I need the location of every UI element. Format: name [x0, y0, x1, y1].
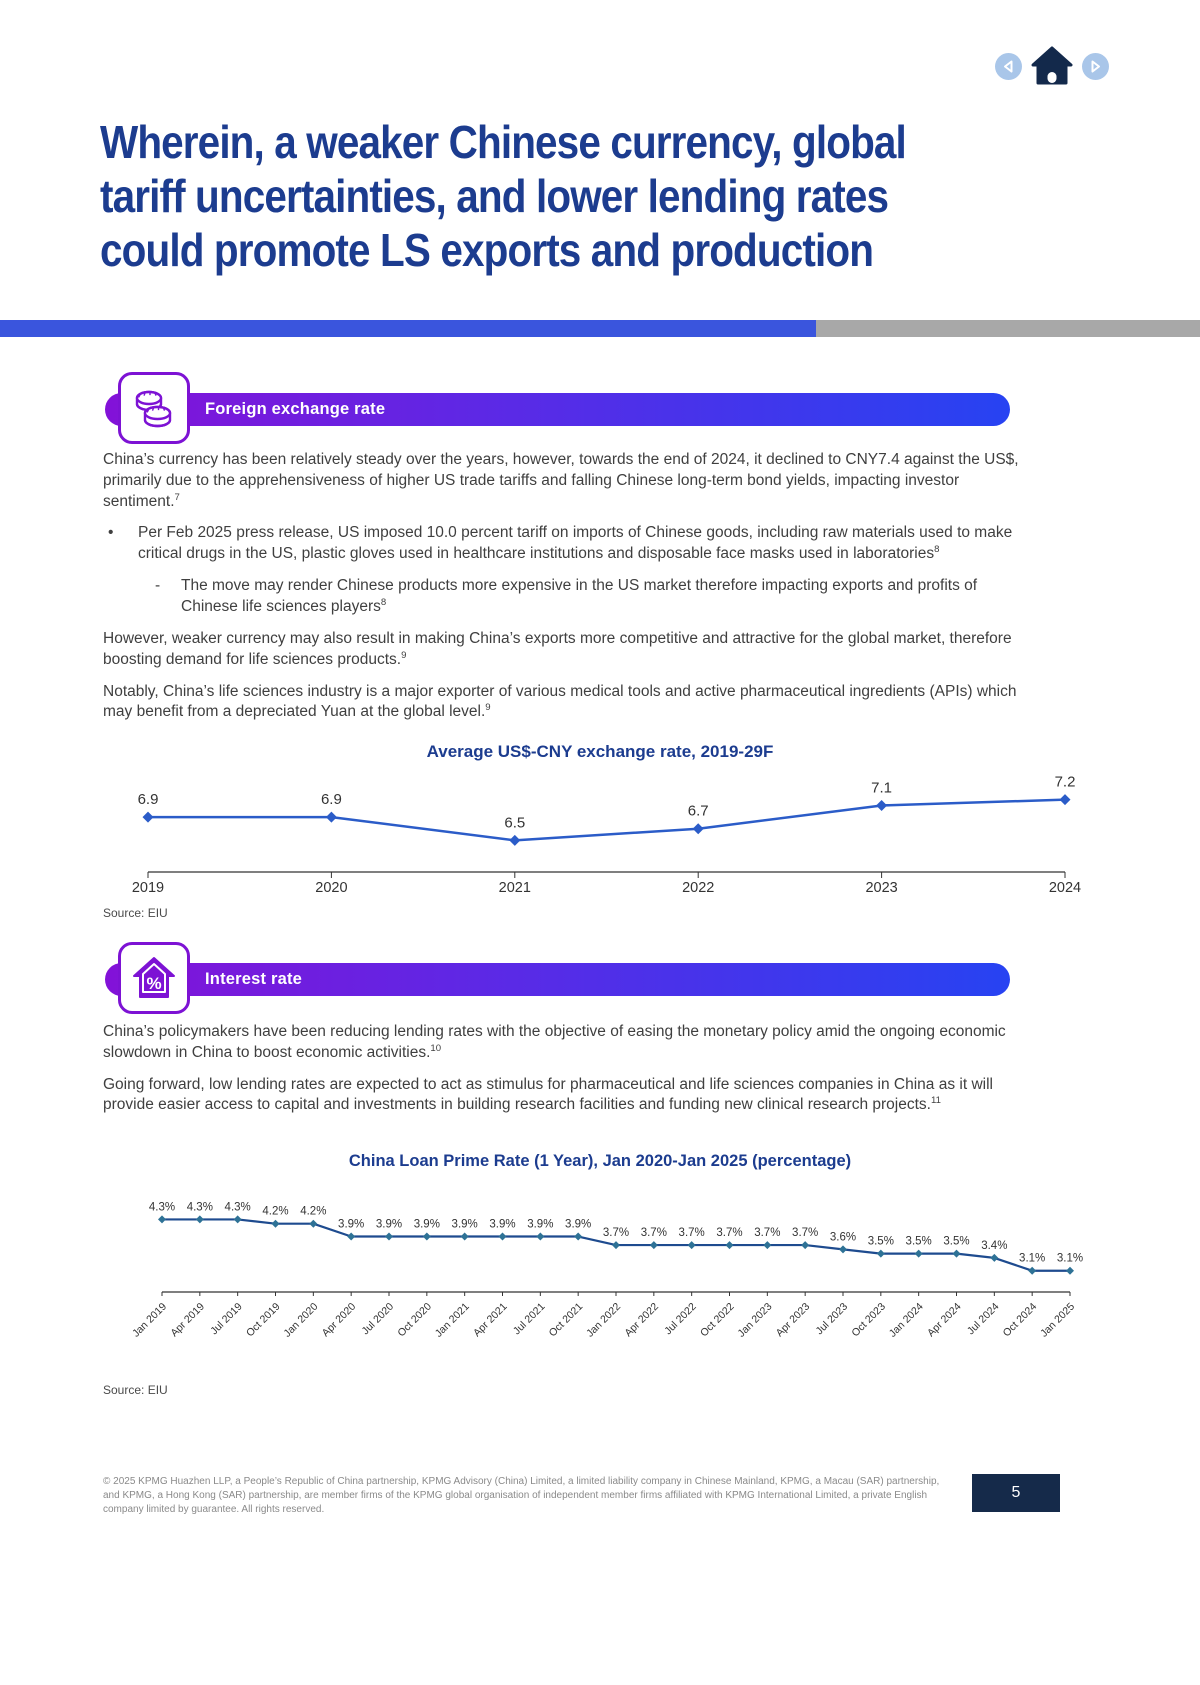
svg-text:Jan 2020: Jan 2020 [281, 1300, 321, 1340]
svg-text:3.9%: 3.9% [338, 1218, 365, 1231]
svg-text:Apr 2019: Apr 2019 [168, 1300, 207, 1340]
svg-text:Jan 2025: Jan 2025 [1038, 1300, 1078, 1340]
page-navigation [995, 46, 1109, 86]
svg-text:Jan 2022: Jan 2022 [584, 1300, 624, 1340]
page-title-line-3: could promote LS exports and production [100, 223, 874, 276]
page-number: 5 [1011, 1484, 1021, 1501]
svg-text:3.6%: 3.6% [829, 1231, 857, 1244]
footnote-ref: 11 [930, 1095, 941, 1107]
divider-bar-accent [0, 320, 816, 337]
ir-paragraph-2: Going forward, low lending rates are expected to act as stimulus for pharmaceutical and life sciences companies in China as it will provide easier access to capital and investments in building research facilities and funding new clinical research projects.$^{11}$ [103, 1075, 993, 1114]
footnote-ref: 10 [430, 1042, 442, 1054]
ir-section-banner [105, 963, 1010, 996]
svg-text:Oct 2024: Oct 2024 [1000, 1300, 1040, 1340]
svg-text:Jan 2024: Jan 2024 [886, 1300, 926, 1340]
house-percent-icon [128, 952, 180, 1004]
footnote-ref: 8 [934, 544, 940, 556]
svg-text:Oct 2023: Oct 2023 [849, 1300, 888, 1340]
svg-text:7.1: 7.1 [871, 779, 893, 797]
svg-text:4.3%: 4.3% [186, 1201, 213, 1214]
next-page-button[interactable] [1082, 53, 1109, 80]
svg-text:Oct 2020: Oct 2020 [395, 1300, 434, 1340]
svg-text:3.7%: 3.7% [716, 1227, 743, 1240]
fx-exchange-rate-chart [100, 760, 1100, 910]
footnote-ref: 9 [485, 702, 491, 714]
loan-prime-rate-chart [100, 1180, 1100, 1375]
svg-text:3.5%: 3.5% [943, 1235, 970, 1248]
previous-page-button[interactable] [995, 53, 1022, 80]
svg-text:6.5: 6.5 [504, 814, 526, 832]
chevron-right-icon [1089, 60, 1102, 73]
fx-section-title: Foreign exchange rate [205, 400, 386, 418]
svg-text:Jan 2021: Jan 2021 [432, 1300, 472, 1340]
svg-text:3.7%: 3.7% [678, 1227, 705, 1240]
fx-paragraph-1: China’s currency has been relatively steady over the years, however, towards the end of 2024, it declined to CNY7.4 against the US$, primarily due to the apprehensiveness of higher US trade tariffs and falling Chinese long-term bond yields, impacting investor sentiment.$^7$ [103, 451, 1019, 510]
svg-text:3.4%: 3.4% [981, 1239, 1008, 1252]
svg-text:3.7%: 3.7% [640, 1227, 667, 1240]
svg-text:Jul 2024: Jul 2024 [964, 1300, 1002, 1338]
fx-chart-source: Source: EIU [103, 906, 168, 920]
svg-text:4.3%: 4.3% [148, 1201, 176, 1214]
svg-text:Jul 2020: Jul 2020 [359, 1300, 397, 1338]
divider-bar [0, 320, 1200, 337]
home-icon [1031, 46, 1073, 86]
svg-text:2024: 2024 [1048, 880, 1082, 896]
svg-text:3.9%: 3.9% [413, 1218, 440, 1231]
ir-section-icon-box [118, 942, 190, 1014]
svg-text:2019: 2019 [131, 880, 165, 896]
home-button[interactable] [1031, 46, 1073, 86]
svg-text:3.9%: 3.9% [451, 1218, 478, 1231]
svg-text:Jul 2022: Jul 2022 [662, 1300, 699, 1338]
page-title-line-1: Wherein, a weaker Chinese currency, global [100, 116, 906, 168]
svg-text:Oct 2022: Oct 2022 [697, 1300, 737, 1340]
svg-text:Apr 2024: Apr 2024 [924, 1300, 964, 1340]
svg-text:3.9%: 3.9% [565, 1218, 592, 1231]
svg-text:2022: 2022 [682, 880, 715, 896]
svg-text:3.1%: 3.1% [1019, 1252, 1046, 1265]
ir-section-body [103, 1022, 1031, 1127]
svg-text:2021: 2021 [498, 880, 531, 896]
page-number-badge [972, 1474, 1060, 1512]
svg-text:7.2: 7.2 [1054, 773, 1076, 791]
footnote-ref: 8 [380, 596, 387, 608]
page-title-line-2: tariff uncertainties, and lower lending rates [100, 169, 889, 222]
fx-paragraph-2: However, weaker currency may also result in making China’s exports more competitive and attractive for the global market, therefore boosting demand for life sciences products.$^9$ [103, 629, 1012, 668]
fx-section-banner [105, 393, 1010, 426]
svg-text:Jan 2023: Jan 2023 [735, 1300, 775, 1340]
svg-text:6.9: 6.9 [137, 791, 159, 809]
svg-text:Apr 2023: Apr 2023 [773, 1300, 813, 1340]
svg-text:3.7%: 3.7% [792, 1227, 819, 1240]
svg-text:Jul 2019: Jul 2019 [208, 1300, 245, 1338]
svg-text:3.9%: 3.9% [375, 1218, 403, 1231]
footnote-ref: 7 [174, 491, 180, 503]
ir-chart-title: China Loan Prime Rate (1 Year), Jan 2020-Jan 2025 (percentage) [348, 1152, 852, 1170]
svg-text:2020: 2020 [315, 880, 348, 896]
svg-text:2023: 2023 [865, 880, 898, 896]
fx-sub-bullet-item [103, 576, 1031, 618]
svg-text:4.2%: 4.2% [300, 1205, 327, 1218]
svg-text:3.1%: 3.1% [1056, 1252, 1084, 1265]
fx-bullet-item [103, 523, 1031, 565]
svg-text:Apr 2021: Apr 2021 [470, 1300, 510, 1340]
svg-text:6.9: 6.9 [320, 791, 342, 809]
fx-chart-title: Average US$-CNY exchange rate, 2019-29F [426, 742, 774, 761]
svg-text:Apr 2020: Apr 2020 [319, 1300, 359, 1340]
svg-text:4.3%: 4.3% [224, 1201, 251, 1214]
svg-text:3.5%: 3.5% [905, 1235, 932, 1248]
svg-text:Oct 2019: Oct 2019 [243, 1300, 283, 1340]
bullet-marker: • [108, 524, 114, 542]
svg-text:Jul 2021: Jul 2021 [510, 1300, 548, 1338]
svg-text:Apr 2022: Apr 2022 [622, 1300, 661, 1340]
svg-text:3.7%: 3.7% [602, 1227, 630, 1240]
fx-section-icon-box [118, 372, 190, 444]
svg-text:6.7: 6.7 [687, 802, 709, 820]
svg-text:3.9%: 3.9% [527, 1218, 554, 1231]
svg-text:Jul 2023: Jul 2023 [813, 1300, 851, 1338]
svg-text:3.9%: 3.9% [489, 1218, 516, 1231]
ir-paragraph-1: China’s policymakers have been reducing lending rates with the objective of easing the monetary policy amid the ongoing economic slowdown in China to boost economic activities.$^{10}$ [103, 1023, 1006, 1061]
svg-text:%: % [146, 974, 162, 993]
footnote-ref: 9 [401, 649, 407, 661]
ir-chart-source: Source: EIU [103, 1383, 168, 1397]
fx-paragraph-3: Notably, China’s life sciences industry is a major exporter of various medical tools and active pharmaceutical ingredients (APIs) which may benefit from a depreciated Yuan at the global level.$^9$ [103, 682, 1017, 721]
svg-text:Oct 2021: Oct 2021 [546, 1300, 586, 1340]
svg-text:3.7%: 3.7% [754, 1227, 781, 1240]
ir-section-title: Interest rate [205, 970, 303, 988]
dash-marker: - [155, 577, 161, 595]
svg-text:Jan 2019: Jan 2019 [130, 1300, 170, 1340]
svg-text:3.5%: 3.5% [867, 1235, 894, 1248]
footer-copyright: © 2025 KPMG Huazhen LLP, a People’s Republic of China partnership, KPMG Advisory (China) Limited, a limited liability company in Chinese Mainland, KPMG, a Macau (SAR) partnership, and KPMG, a Hong Kong (SAR) partnership, are member firms of the KPMG global organisation of independent member firms affiliated with KPMG International Limited, a private English company limited by guarantee. All rights reserved. [103, 1476, 940, 1515]
coins-icon [128, 382, 180, 434]
fx-bullet-text: Per Feb 2025 press release, US imposed 10.0 percent tariff on imports of Chinese goods, including raw materials used to make critical drugs in the US, plastic gloves used in healthcare institutions and disposable face masks used in laboratories$^8$ [138, 524, 1013, 563]
chevron-left-icon [1002, 60, 1015, 73]
page-title [100, 116, 906, 277]
svg-text:4.2%: 4.2% [262, 1205, 289, 1218]
fx-section-body [103, 450, 1031, 734]
fx-sub-bullet-text: The move may render Chinese products more expensive in the US market therefore impacting exports and profits of Chinese life sciences players$^8$ [181, 577, 978, 616]
